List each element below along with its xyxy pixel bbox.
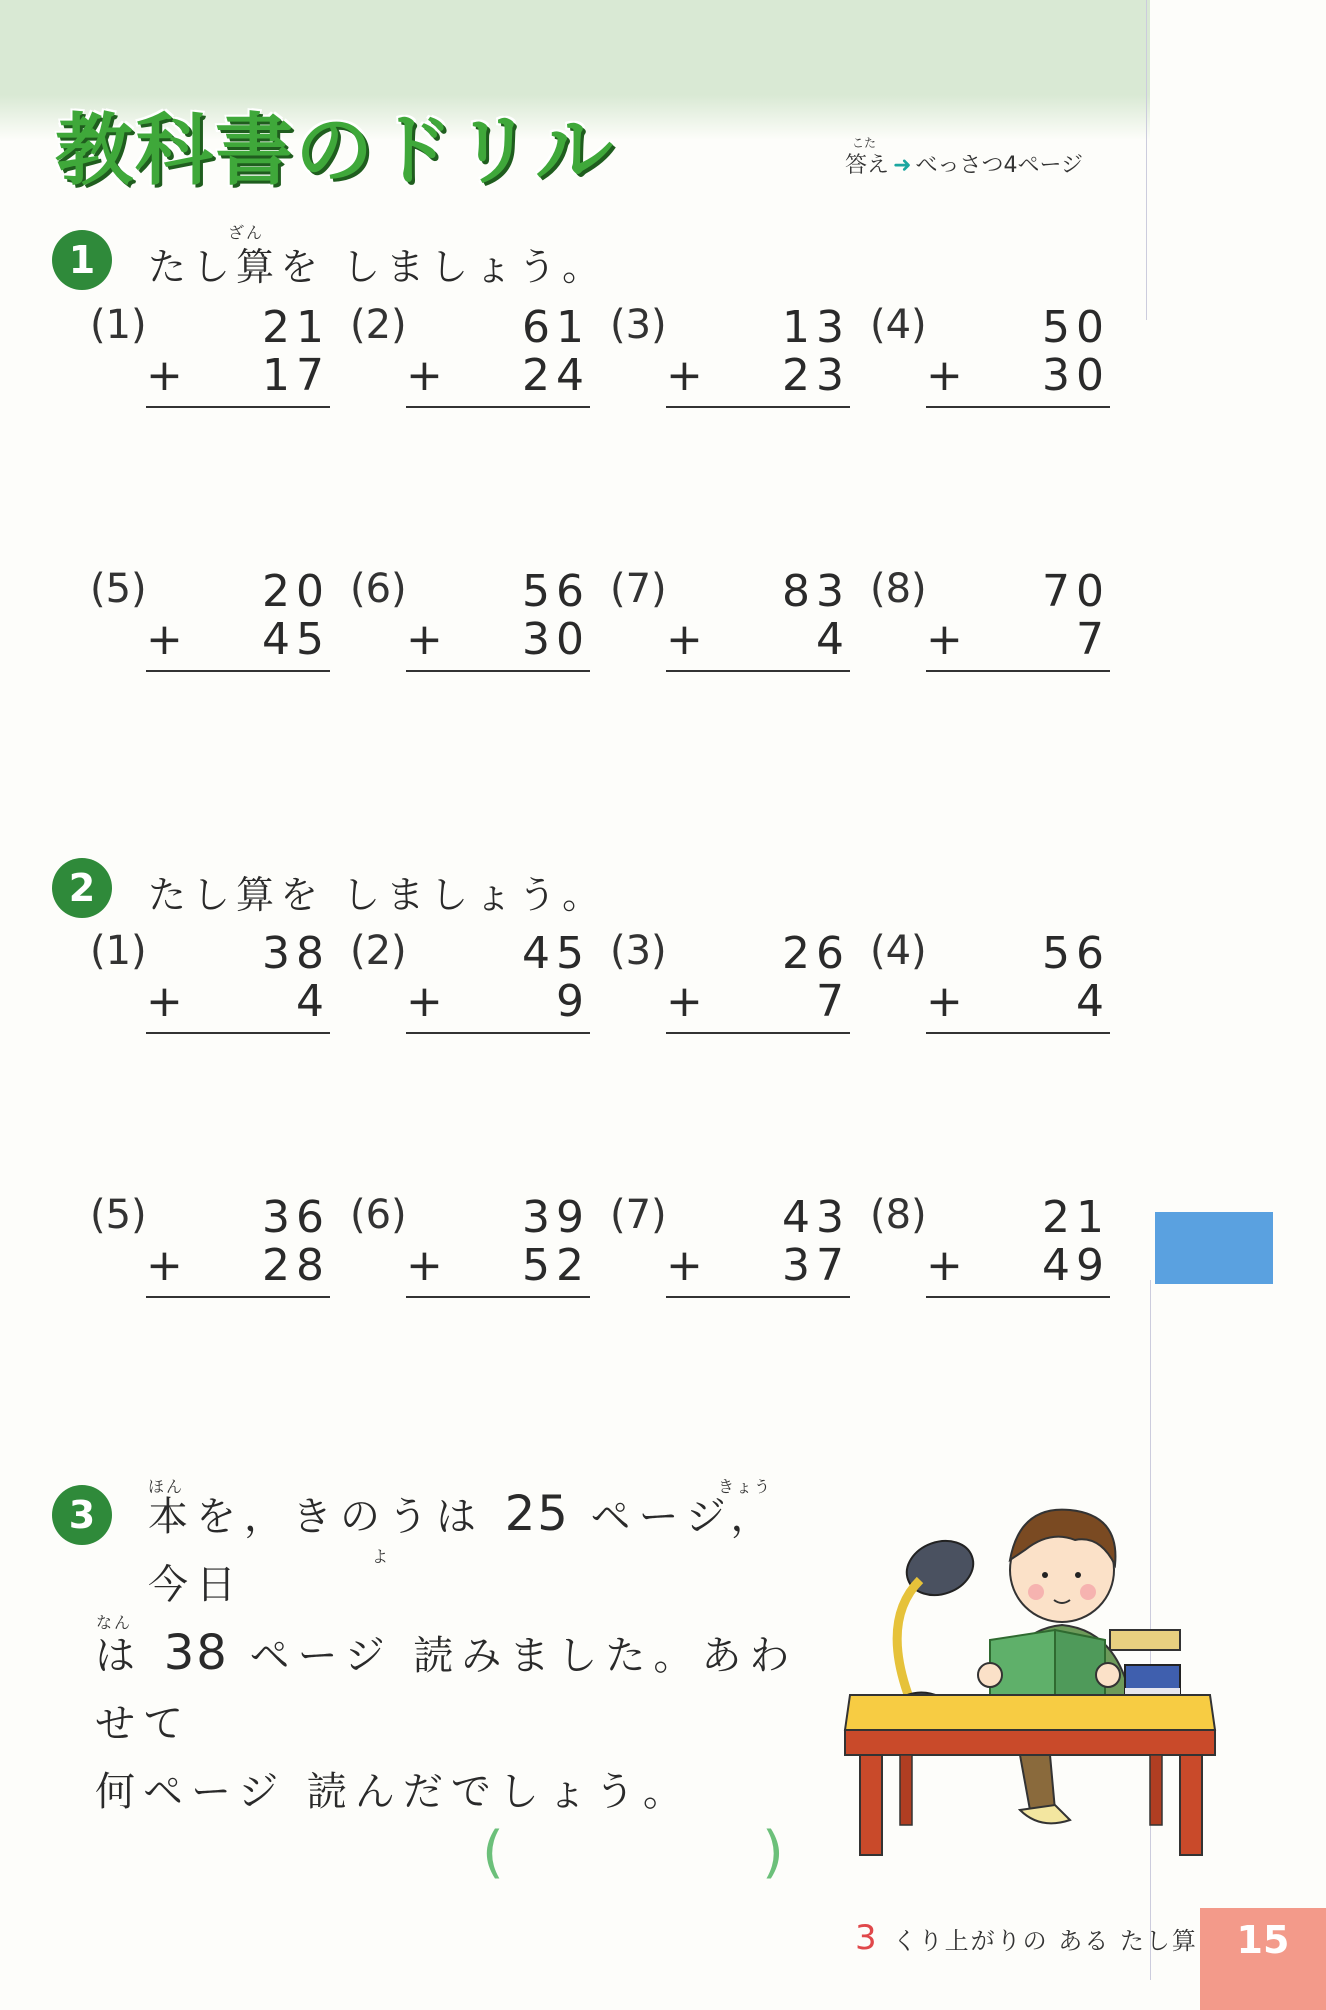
answer-line — [926, 406, 1110, 408]
section-2-instruction: たし算を しましょう。 — [148, 873, 607, 917]
problem-label: (7) — [610, 566, 667, 612]
page-number: 15 — [1200, 1908, 1326, 2010]
plus-sign: + — [666, 350, 709, 401]
problem-addend-1: 61 — [522, 302, 590, 353]
ruby-yo: よ — [372, 1547, 391, 1566]
problem-7 — [610, 1192, 850, 1302]
problem-label: (4) — [870, 928, 927, 974]
problem-addend-2: 30 — [1042, 350, 1110, 401]
plus-sign: + — [146, 614, 189, 665]
problem-addend-1: 36 — [262, 1192, 330, 1243]
problem-addend-2: 7 — [816, 976, 850, 1027]
problem-addend-1: 21 — [262, 302, 330, 353]
answer-paren-close: ) — [762, 1820, 784, 1885]
problem-addend-2: 4 — [816, 614, 850, 665]
problem-label: (1) — [90, 928, 147, 974]
problem-4 — [870, 302, 1110, 412]
word-problem-text-2a: は — [95, 1633, 143, 1679]
plus-sign: + — [666, 614, 709, 665]
ruby-hon: ほん — [148, 1477, 185, 1496]
answer-line — [926, 670, 1110, 672]
problem-label: (8) — [870, 566, 927, 612]
plus-sign: + — [146, 976, 189, 1027]
blue-index-tab — [1155, 1212, 1273, 1284]
answer-line — [666, 1032, 850, 1034]
problem-3 — [610, 302, 850, 412]
section-1-instruction: たし算を しましょう。 — [148, 245, 607, 289]
problem-addend-1: 83 — [782, 566, 850, 617]
problem-addend-1: 70 — [1042, 566, 1110, 617]
problem-5 — [90, 566, 330, 676]
problem-8 — [870, 1192, 1110, 1302]
problem-addend-2: 9 — [556, 976, 590, 1027]
problem-addend-1: 20 — [262, 566, 330, 617]
problem-label: (4) — [870, 302, 927, 348]
pages-today: 38 — [163, 1625, 229, 1681]
answer-line — [406, 1296, 590, 1298]
problem-addend-2: 17 — [262, 350, 330, 401]
section-3-badge: 3 — [52, 1485, 112, 1545]
problem-addend-2: 24 — [522, 350, 590, 401]
problem-6 — [350, 566, 590, 676]
answer-line — [926, 1032, 1110, 1034]
problem-addend-1: 56 — [1042, 928, 1110, 979]
plus-sign: + — [666, 1240, 709, 1291]
problem-6 — [350, 1192, 590, 1302]
problem-addend-2: 37 — [782, 1240, 850, 1291]
plus-sign: + — [926, 976, 969, 1027]
word-problem-line-3: 何ページ 読んだでしょう。 — [95, 1769, 691, 1815]
answer-reference — [845, 148, 1083, 179]
answer-paren-open: ( — [482, 1820, 504, 1885]
problem-1 — [90, 928, 330, 1038]
problem-addend-1: 26 — [782, 928, 850, 979]
answer-label: 答え — [845, 153, 890, 178]
plus-sign: + — [666, 976, 709, 1027]
problem-1 — [90, 302, 330, 412]
problem-label: (6) — [350, 1192, 407, 1238]
problem-label: (5) — [90, 1192, 147, 1238]
problem-addend-1: 50 — [1042, 302, 1110, 353]
problem-2 — [350, 928, 590, 1038]
word-problem-text-1a: 本を，きのうは — [148, 1494, 484, 1540]
problem-addend-2: 28 — [262, 1240, 330, 1291]
boy-reading-illustration — [840, 1480, 1230, 1860]
plus-sign: + — [926, 1240, 969, 1291]
problem-label: (2) — [350, 928, 407, 974]
section-1-badge: 1 — [52, 230, 112, 290]
plus-sign: + — [926, 614, 969, 665]
ruby-nan: なん — [96, 1613, 133, 1632]
problem-label: (1) — [90, 302, 147, 348]
problem-addend-1: 13 — [782, 302, 850, 353]
answer-line — [406, 670, 590, 672]
problem-label: (6) — [350, 566, 407, 612]
plus-sign: + — [406, 1240, 449, 1291]
problem-addend-1: 38 — [262, 928, 330, 979]
problem-5 — [90, 1192, 330, 1302]
answer-line — [926, 1296, 1110, 1298]
plus-sign: + — [146, 350, 189, 401]
answer-line — [146, 670, 330, 672]
ruby-kyou: きょう — [718, 1477, 773, 1496]
word-problem-line-2 — [95, 1619, 815, 1758]
plus-sign: + — [926, 350, 969, 401]
word-problem-text-2b: ページ 読みました。あわせて — [95, 1633, 798, 1747]
section-1-ruby: ざん — [228, 223, 265, 242]
answer-line — [146, 1296, 330, 1298]
answer-line — [406, 1032, 590, 1034]
problem-label: (2) — [350, 302, 407, 348]
problem-addend-1: 39 — [522, 1192, 590, 1243]
problem-label: (7) — [610, 1192, 667, 1238]
chapter-title: くり上がりの ある たし算 — [892, 1927, 1198, 1955]
problem-addend-1: 56 — [522, 566, 590, 617]
plus-sign: + — [406, 614, 449, 665]
answer-target: べっさつ4ページ — [915, 153, 1084, 178]
answer-line — [146, 406, 330, 408]
problem-addend-2: 23 — [782, 350, 850, 401]
problem-addend-2: 52 — [522, 1240, 590, 1291]
problem-8 — [870, 566, 1110, 676]
problem-label: (8) — [870, 1192, 927, 1238]
arrow-right-icon: ➜ — [893, 153, 912, 178]
problem-4 — [870, 928, 1110, 1038]
problem-7 — [610, 566, 850, 676]
problem-addend-2: 30 — [522, 614, 590, 665]
word-problem-text-1b: ページ，今日 — [148, 1494, 779, 1608]
problem-addend-2: 4 — [1076, 976, 1110, 1027]
answer-line — [666, 670, 850, 672]
page-title: 教科書のドリル — [55, 106, 616, 196]
problem-2 — [350, 302, 590, 412]
answer-line — [666, 1296, 850, 1298]
plus-sign: + — [406, 976, 449, 1027]
problem-label: (3) — [610, 928, 667, 974]
problem-addend-1: 43 — [782, 1192, 850, 1243]
problem-label: (3) — [610, 302, 667, 348]
answer-line — [666, 406, 850, 408]
page-edge-line — [1146, 0, 1147, 320]
problem-addend-1: 45 — [522, 928, 590, 979]
problem-addend-2: 4 — [296, 976, 330, 1027]
plus-sign: + — [406, 350, 449, 401]
section-2-badge: 2 — [52, 858, 112, 918]
problem-addend-1: 21 — [1042, 1192, 1110, 1243]
problem-addend-2: 49 — [1042, 1240, 1110, 1291]
word-problem-line-1 — [95, 1480, 815, 1619]
problem-addend-2: 7 — [1076, 614, 1110, 665]
problem-addend-2: 45 — [262, 614, 330, 665]
problem-label: (5) — [90, 566, 147, 612]
chapter-number: 3 — [855, 1918, 879, 1958]
word-problem — [95, 1480, 815, 1826]
answer-line — [146, 1032, 330, 1034]
plus-sign: + — [146, 1240, 189, 1291]
footer-chapter — [855, 1918, 1198, 1958]
pages-yesterday: 25 — [504, 1486, 570, 1542]
answer-line — [406, 406, 590, 408]
answer-ruby: こた — [852, 136, 877, 150]
problem-3 — [610, 928, 850, 1038]
